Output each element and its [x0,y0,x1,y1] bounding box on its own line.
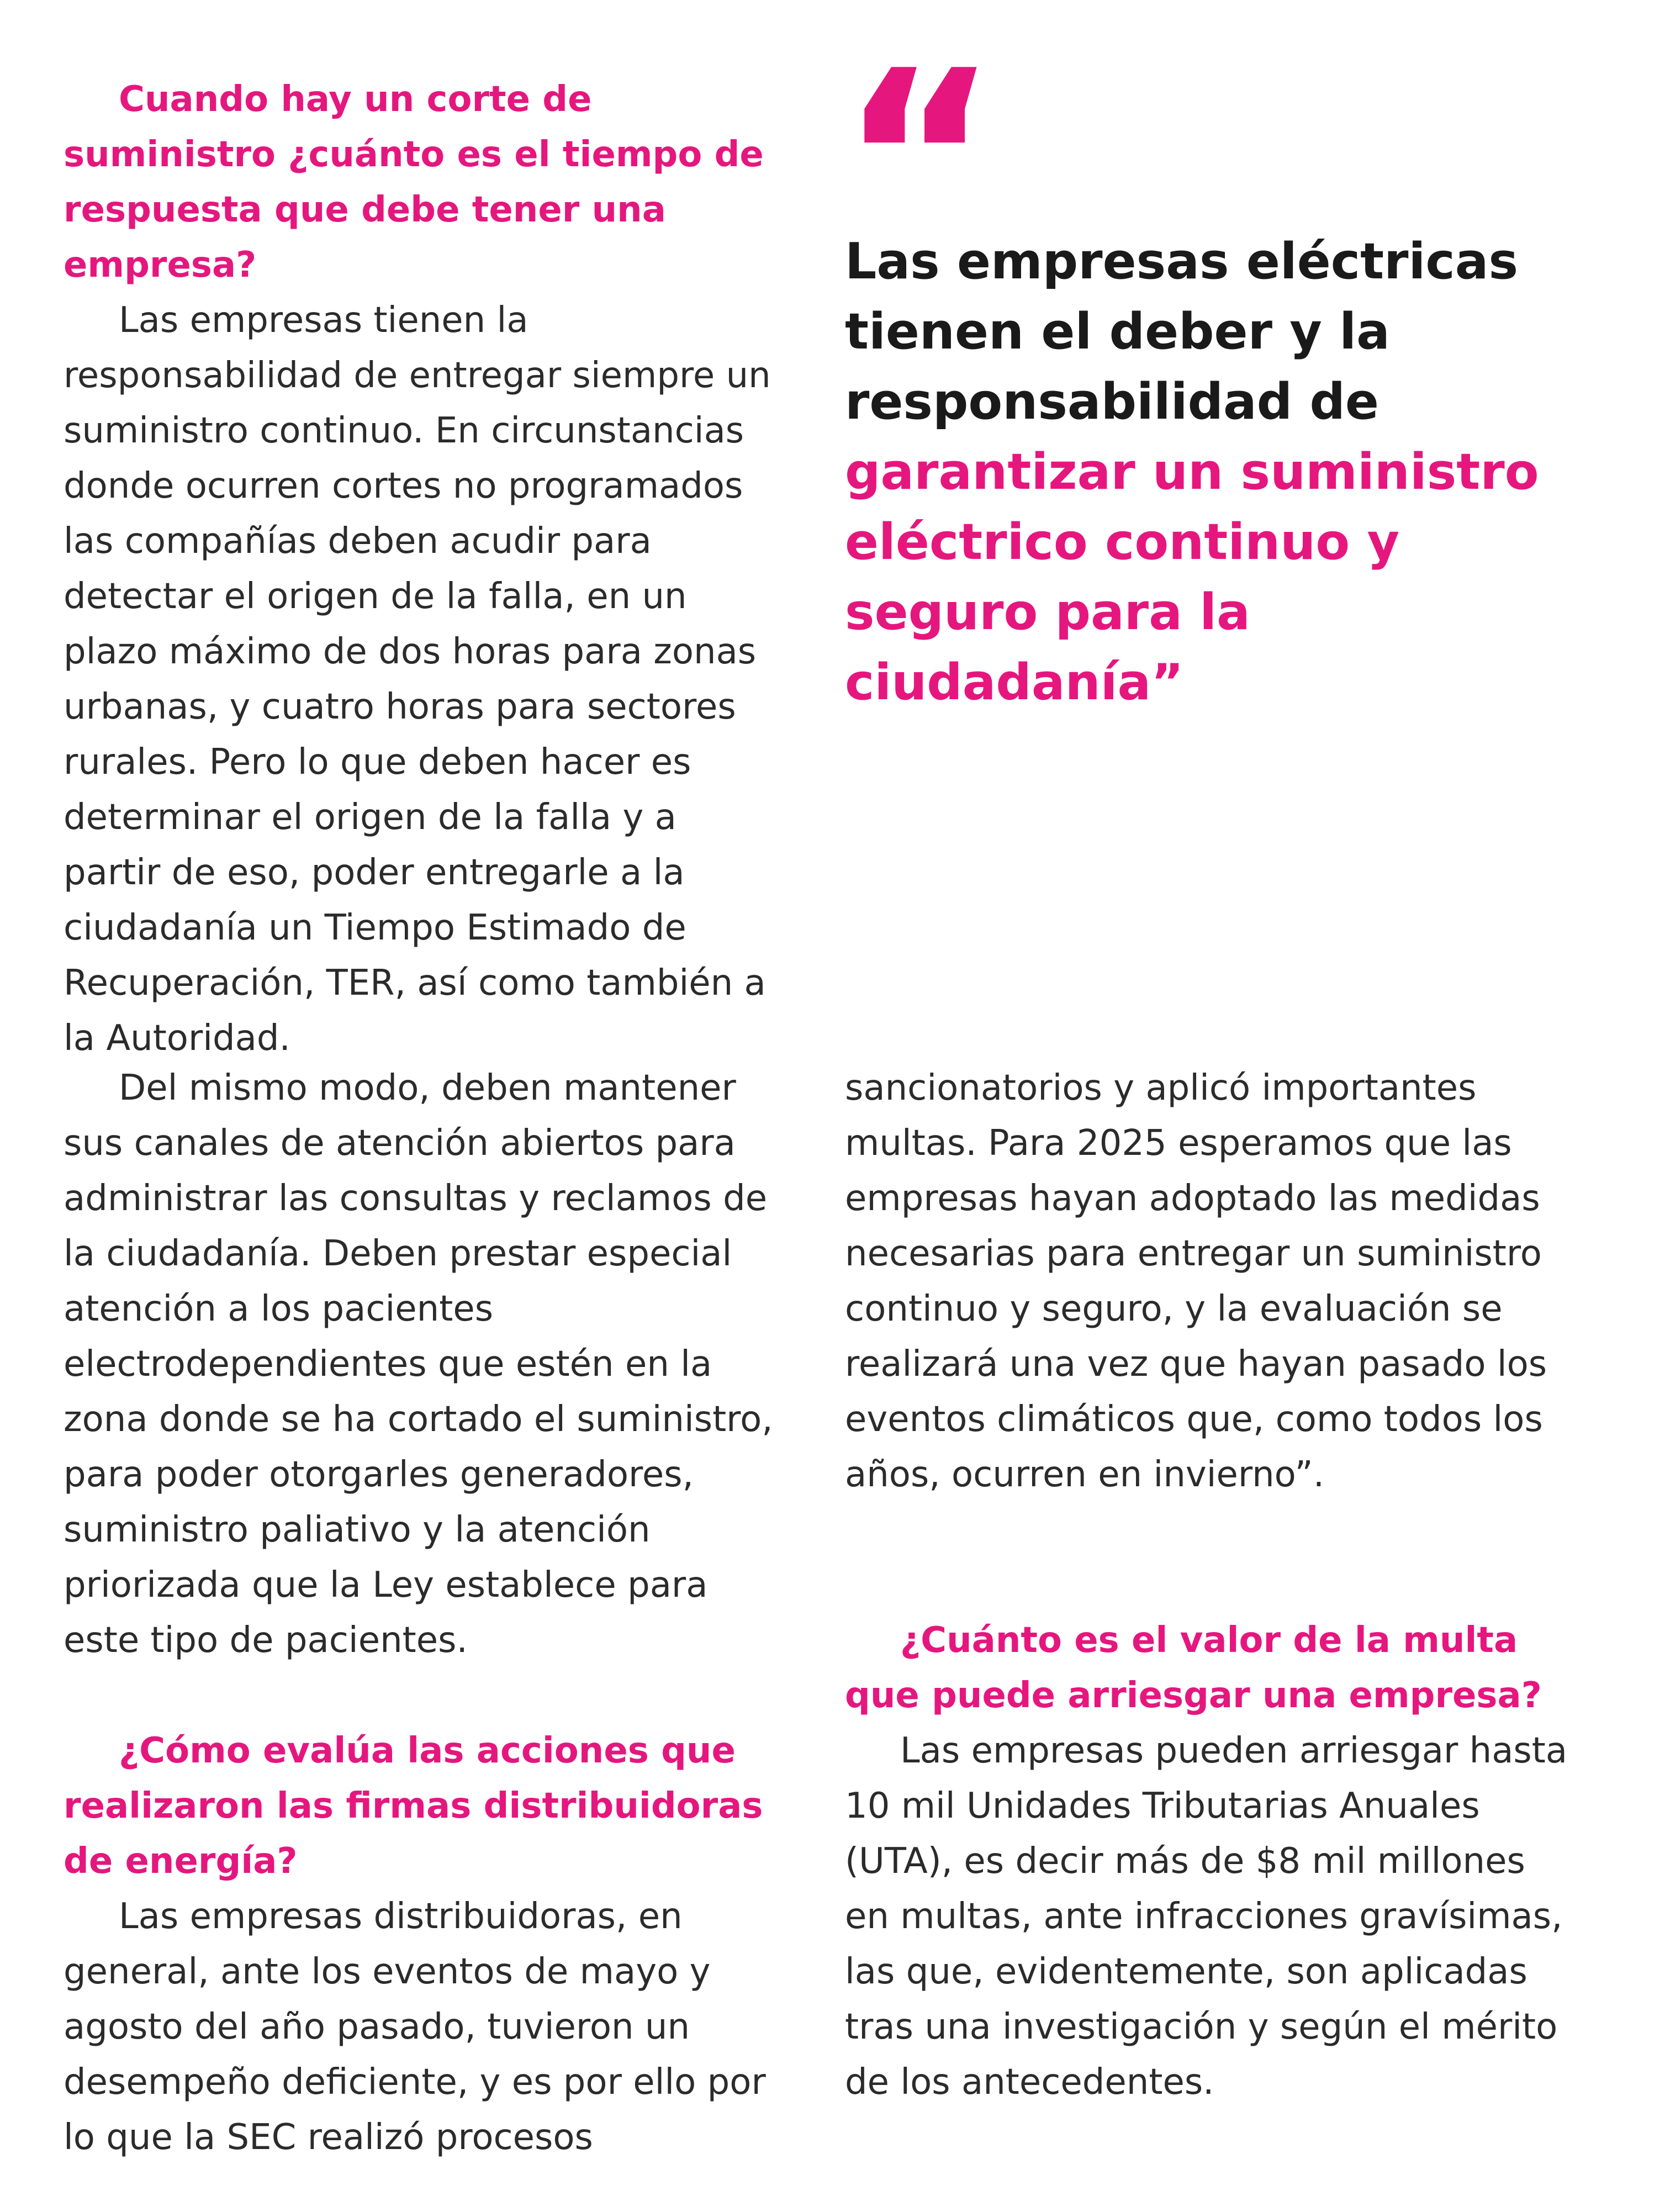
question-heading-fine-value: ¿Cuánto es el valor de la multa que puede arriesgar una empresa? [845,1620,1542,1716]
pull-quote-highlight-text: garantizar un suministro eléctrico continuo y seguro para la ciudadanía” [845,443,1539,711]
pull-quote [845,226,1579,717]
quote-mark-icon: “ [839,19,1000,302]
answer-paragraph-attention-channels: Del mismo modo, deben mantener sus canales de atención abiertos para administrar las consultas y reclamos de la ciudadanía. Deben prestar especial atención a los pacientes electrodependientes que estén en la zona donde se ha cortado el suministro, para poder otorgarles generadores, suministro paliativo y la atención priorizada que la Ley establece para este tipo de pacientes. [64,1068,773,1661]
question-heading-power-outage: Cuando hay un corte de suministro ¿cuánto es el tiempo de respuesta que debe tener una empresa? [64,79,764,286]
answer-paragraph-response-time: Las empresas tienen la responsabilidad de entregar siempre un suministro continuo. En circunstancias donde ocurren cortes no programados las compañías deben acudir para detectar el origen de la falla, en un plazo máximo de dos horas para zonas urbanas, y cuatro horas para sectores rurales. Pero lo que deben hacer es determinar el origen de la falla y a partir de eso, poder entregarle a la ciudadanía un Tiempo Estimado de Recuperación, TER, así como también a la Autoridad. [64,300,771,1059]
question-heading-evaluation: ¿Cómo evalúa las acciones que realizaron las firmas distribuidoras de energía? [64,1730,763,1882]
answer-paragraph-fine-amount: Las empresas pueden arriesgar hasta 10 mil Unidades Tributarias Anuales (UTA), es decir más de $8 mil millones en multas, ante infracciones gravísimas, las que, evidentemente, son aplicadas tras una investigación y según el mérito de los antecedentes. [845,1730,1568,2103]
pull-quote-plain-text: Las empresas eléctricas tienen el deber y la responsabilidad de [845,233,1519,431]
answer-paragraph-sanctions: sancionatorios y aplicó importantes multas. Para 2025 esperamos que las empresas hayan adoptado las medidas necesarias para entregar un suministro continuo y seguro, y la evaluación se realizará una vez que hayan pasado los eventos climáticos que, como todos los años, ocurren en invierno”. [845,1068,1547,1495]
answer-paragraph-distributors: Las empresas distribuidoras, en general, ante los eventos de mayo y agosto del año pasado, tuvieron un desempeño deficiente, y es por ello por lo que la SEC realizó procesos [64,1896,766,2158]
